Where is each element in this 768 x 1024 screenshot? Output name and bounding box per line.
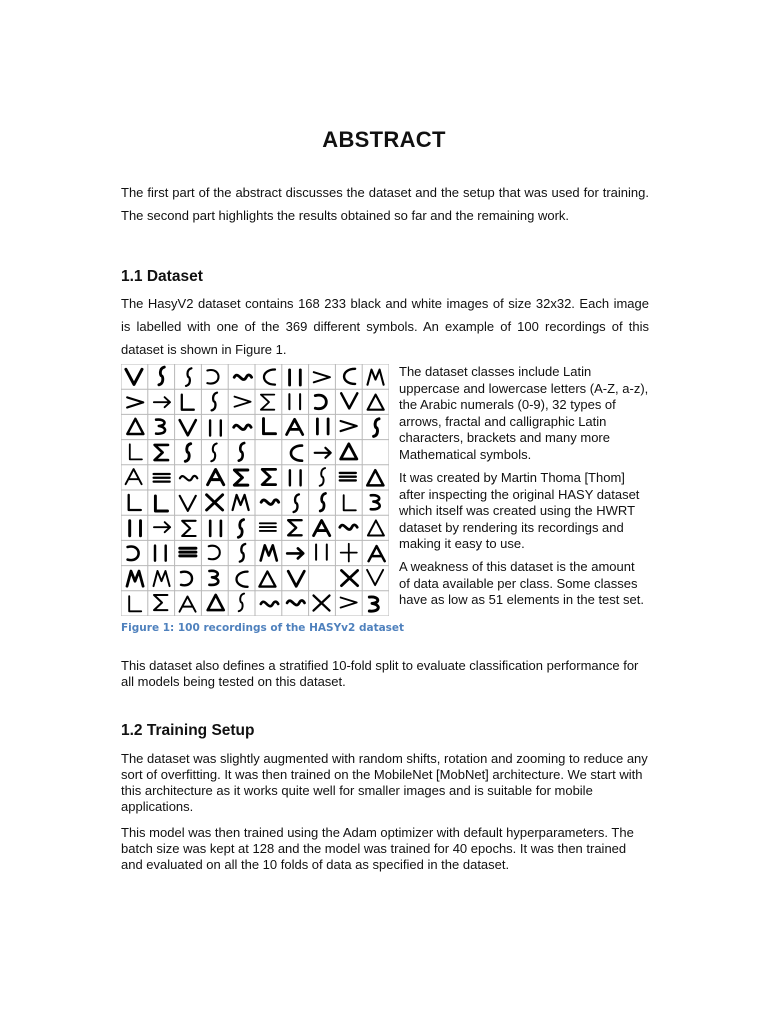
handwritten-symbol xyxy=(234,470,247,485)
handwritten-symbol xyxy=(154,522,170,532)
handwritten-symbol xyxy=(287,600,304,605)
handwritten-symbol xyxy=(341,393,357,408)
handwritten-symbol xyxy=(154,595,167,610)
handwritten-symbol xyxy=(240,544,245,562)
intro-paragraph: The first part of the abstract discusses the dataset and the setup that was used for training. The second part highlights the results obtained so far and the remaining work. xyxy=(121,185,649,223)
dataset-paragraph: The HasyV2 dataset contains 168 233 black and white images of size 32x32. Each image is labelled with one of the 369 different symbols. An example of 100 recordings of this dataset is shown in Figure 1. xyxy=(121,296,649,357)
handwritten-symbol xyxy=(368,520,384,535)
side-paragraph-creator: It was created by Martin Thoma [Thom] after inspecting the original HASY dataset which itself was created using the HWRT dataset by rendering its recordings and making it easy to use. xyxy=(399,470,640,551)
handwritten-symbol xyxy=(341,598,357,608)
handwritten-symbol xyxy=(260,523,276,531)
handwritten-symbol xyxy=(185,444,190,462)
handwritten-symbol xyxy=(367,470,383,485)
handwritten-symbol xyxy=(155,496,167,511)
handwritten-symbol xyxy=(233,495,249,510)
handwritten-symbol xyxy=(130,521,141,536)
handwritten-symbol xyxy=(261,602,278,607)
hasy-figure xyxy=(121,364,389,616)
handwritten-symbol xyxy=(316,545,327,560)
handwritten-symbol xyxy=(314,521,330,536)
handwritten-symbol xyxy=(342,571,358,586)
handwritten-symbol xyxy=(294,494,299,512)
handwritten-symbol xyxy=(182,395,194,410)
handwritten-symbol xyxy=(262,469,275,484)
handwritten-symbol xyxy=(320,493,325,511)
handwritten-symbol xyxy=(210,521,221,536)
handwritten-symbol xyxy=(180,476,197,481)
section-heading-training: 1.2 Training Setup xyxy=(121,722,255,739)
handwritten-symbol xyxy=(180,496,196,511)
handwritten-symbol xyxy=(235,397,251,407)
handwritten-symbol xyxy=(154,397,170,407)
handwritten-symbol xyxy=(180,420,196,435)
handwritten-symbol xyxy=(315,395,326,409)
section-heading-dataset: 1.1 Dataset xyxy=(121,268,203,285)
handwritten-symbol xyxy=(154,571,170,586)
handwritten-symbol xyxy=(127,571,143,586)
handwritten-symbol xyxy=(239,443,244,461)
handwritten-symbol xyxy=(181,572,192,586)
handwritten-symbol xyxy=(374,419,379,437)
handwritten-symbol xyxy=(208,595,224,610)
handwritten-symbol xyxy=(130,444,142,459)
handwritten-symbol xyxy=(261,395,274,410)
side-paragraph-classes: The dataset classes include Latin uppercase and lowercase letters (A-Z, a-z), the Arabic numerals (0-9), 32 types of arrows, fractal and calligraphic Latin characters, brackets and many more Mathematical symbols. xyxy=(399,364,649,462)
handwritten-symbol xyxy=(341,444,357,459)
handwritten-symbol xyxy=(261,545,277,560)
handwritten-symbol xyxy=(344,495,356,510)
handwritten-symbol xyxy=(234,425,251,430)
handwritten-symbol xyxy=(369,546,385,561)
handwritten-symbol xyxy=(126,369,142,384)
handwritten-symbol xyxy=(371,495,380,509)
handwritten-symbol xyxy=(315,448,331,458)
handwritten-symbol xyxy=(320,468,325,486)
handwritten-symbol xyxy=(317,419,328,434)
handwritten-symbol xyxy=(237,572,248,587)
handwritten-symbol xyxy=(207,495,223,510)
handwritten-symbol xyxy=(290,370,301,385)
handwritten-symbol xyxy=(287,419,303,434)
handwritten-symbol xyxy=(127,397,143,407)
handwritten-symbol xyxy=(234,375,251,380)
split-paragraph: This dataset also defines a stratified 10-fold split to evaluate classification performance for all models being tested on this dataset. xyxy=(121,658,639,689)
handwritten-symbol xyxy=(180,597,196,612)
side-paragraph-weakness: A weakness of this dataset is the amount of data available per class. Some classes have as low as 51 elements in the test set. xyxy=(399,559,644,607)
handwritten-symbol xyxy=(208,470,224,485)
handwritten-symbol xyxy=(368,370,384,385)
handwritten-symbol xyxy=(259,572,275,587)
handwritten-symbol xyxy=(155,445,168,460)
handwritten-symbol xyxy=(290,470,301,485)
handwritten-symbol xyxy=(341,544,357,562)
handwritten-symbol xyxy=(209,546,220,560)
handwritten-symbol xyxy=(340,473,356,481)
handwritten-symbol xyxy=(238,520,243,538)
handwritten-symbol xyxy=(212,393,217,411)
figure-caption: Figure 1: 100 recordings of the HASYv2 dataset xyxy=(121,622,405,634)
handwritten-symbol xyxy=(264,370,275,385)
handwritten-symbol xyxy=(210,420,221,435)
handwritten-symbol xyxy=(287,548,303,558)
handwritten-symbol xyxy=(289,394,300,409)
handwritten-symbol xyxy=(288,571,304,586)
handwritten-symbol xyxy=(369,597,378,611)
handwritten-symbol xyxy=(128,547,139,561)
handwritten-symbol xyxy=(367,570,383,585)
handwritten-symbol xyxy=(156,420,165,434)
handwritten-symbol xyxy=(368,395,384,410)
handwritten-symbol xyxy=(155,546,166,561)
handwritten-symbol xyxy=(159,367,164,385)
handwritten-symbol xyxy=(314,596,330,611)
handwritten-symbol xyxy=(239,594,244,612)
training-paragraph-1: The dataset was slightly augmented with random shifts, rotation and zooming to reduce any sort of overfitting. It was then trained on the MobileNet [MobNet] architecture. We start with this architecture as it works quite well for smaller images and is suitable for mobile applications. xyxy=(121,751,648,814)
handwritten-symbol xyxy=(129,596,141,611)
handwritten-symbol xyxy=(126,469,142,484)
training-paragraph-2: This model was then trained using the Adam optimizer with default hyperparameters. The batch size was kept at 128 and the model was trained for 40 epochs. It was then trained and evaluated on all the 10 folds of data as specified in the dataset. xyxy=(121,825,634,872)
handwritten-symbol xyxy=(180,548,196,556)
handwritten-symbol xyxy=(154,474,170,482)
handwritten-symbol xyxy=(264,419,276,434)
handwritten-symbol xyxy=(288,520,301,535)
handwritten-symbol xyxy=(207,370,218,384)
handwritten-symbol xyxy=(186,368,191,386)
hasy-grid-image xyxy=(121,364,389,616)
handwritten-symbol xyxy=(291,446,302,461)
handwritten-symbol xyxy=(261,500,278,505)
handwritten-symbol xyxy=(340,525,357,530)
handwritten-symbol xyxy=(314,372,330,382)
handwritten-symbol xyxy=(182,521,195,536)
handwritten-symbol xyxy=(211,444,216,462)
handwritten-symbol xyxy=(127,419,143,434)
handwritten-symbol xyxy=(341,421,357,431)
handwritten-symbol xyxy=(209,571,218,585)
page-title: ABSTRACT xyxy=(322,127,446,152)
handwritten-symbol xyxy=(344,369,355,384)
handwritten-symbol xyxy=(129,495,141,510)
